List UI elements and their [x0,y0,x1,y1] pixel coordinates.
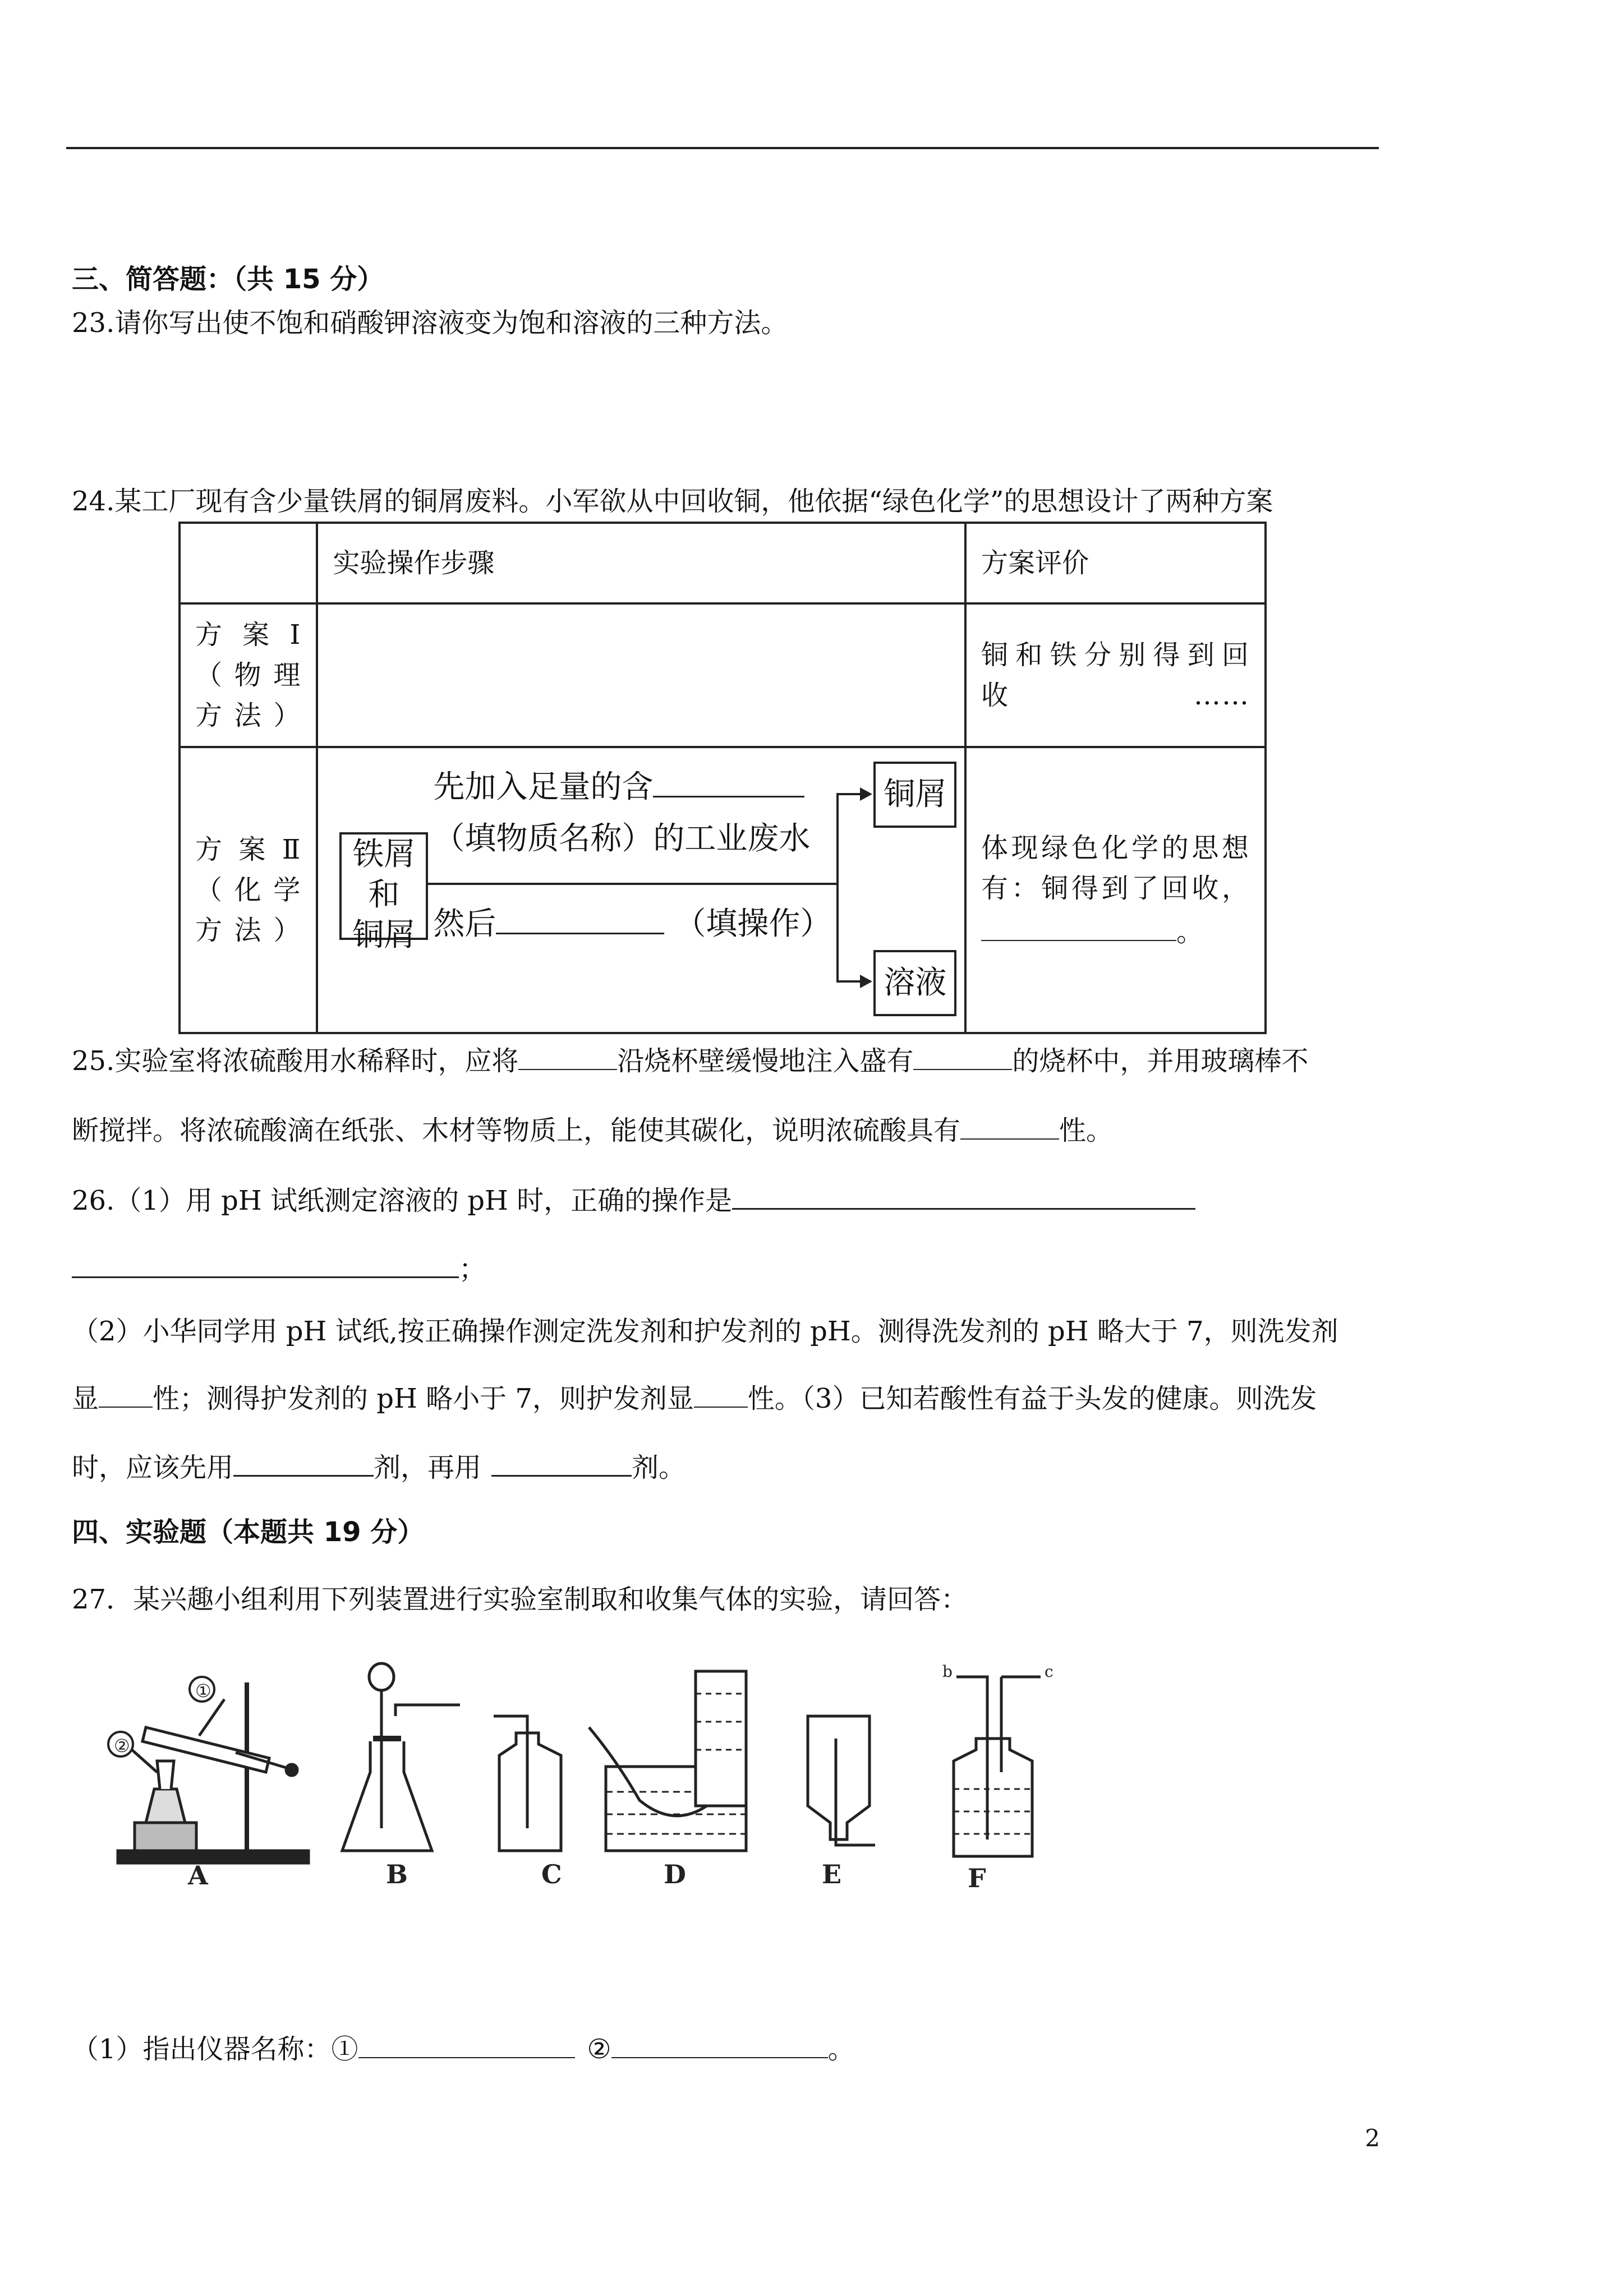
q26-text-5c: 剂。 [632,1452,686,1483]
q25-text-d: 断搅拌。将浓硫酸滴在纸张、木材等物质上，能使其碳化，说明浓硫酸具有 [72,1115,961,1146]
marker-1: ① [195,1680,211,1702]
apparatus-figure [67,1660,1133,1940]
apparatus-c [494,1716,561,1851]
marker-2: ② [114,1735,130,1756]
q25-text-c: 的烧杯中，并用玻璃棒不 [1012,1045,1309,1077]
q26-text-4c: 性。（3）已知若酸性有益于头发的健康。则洗发 [747,1383,1317,1414]
q25-text-e: 性。 [1059,1115,1114,1146]
flow-line-main [428,883,836,885]
q27-sub1-text-a: （1）指出仪器名称：① [72,2034,358,2065]
question-26-line4 [72,1382,1317,1416]
answer-blank-q25-1[interactable] [518,1044,617,1070]
q25-text-b: 沿烧杯壁缓慢地注入盛有 [617,1045,914,1077]
plan2-eval: 体现绿色化学的思想有：铜得到了回收， [981,832,1250,904]
question-27: 27．某兴趣小组利用下列装置进行实验室制取和收集气体的实验，请回答： [72,1584,968,1615]
port-b-label: b [942,1662,953,1681]
step2-line [433,904,831,944]
q26-text-1: 26.（1）用 pH 试纸测定溶液的 pH 时，正确的操作是 [72,1185,733,1216]
process-diagram [318,748,947,1001]
plan1-name: 方案Ⅰ（物理方法） [195,619,302,731]
q25-text-a: 25.实验室将浓硫酸用水稀释时，应将 [72,1045,519,1077]
input-label-2: 铜屑 [352,917,416,953]
label-a: A [188,1860,208,1891]
answer-blank-instrument-1[interactable] [358,2032,575,2058]
step1-prefix: 先加入足量的含 [433,769,654,805]
question-26-line2 [72,1252,486,1286]
label-e: E [822,1859,842,1889]
q26-text-5a: 时，应该先用 [72,1452,234,1483]
scheme-table [178,522,1267,1034]
apparatus-a [108,1677,309,1863]
answer-blank-instrument-2[interactable] [611,2032,828,2058]
output-box-solution: 溶液 [873,950,956,1016]
plan1-steps [317,603,965,747]
page-number: 2 [1365,2124,1380,2152]
q26-text-2: ； [459,1253,486,1285]
question-26-line3: （2）小华同学用 pH 试纸,按正确操作测定洗发剂和护发剂的 pH。测得洗发剂的 pH 略大于 7，则洗发剂 [72,1316,1338,1347]
q26-text-5b: 剂，再用 [374,1452,482,1483]
question-23: 23.请你写出使不饱和硝酸钾溶液变为饱和溶液的三种方法。 [72,307,788,339]
input-label-1: 铁屑和 [352,836,416,913]
label-f: F [968,1863,986,1893]
plan2-steps [317,747,965,1033]
arrowhead-top-icon [860,787,872,801]
step1-line2: （填物质名称）的工业废水 [433,820,811,857]
question-27-sub1 [72,2032,855,2066]
flow-line-branch [836,793,839,981]
answer-blank-q26-2[interactable] [72,1252,459,1278]
header-rule [66,147,1379,149]
answer-blank-q25-2[interactable] [913,1044,1012,1070]
q26-text-4a: 显 [72,1383,99,1414]
question-25-line1 [72,1044,1308,1078]
step2-prefix: 然后 [433,906,496,942]
answer-blank-q26-5[interactable] [233,1450,374,1477]
arrowhead-bottom-icon [860,975,872,988]
plan2-eval-end: 。 [1176,916,1203,948]
q27-sub1-end: 。 [827,2034,855,2065]
question-26-line1 [72,1183,1195,1218]
apparatus-b [342,1663,460,1851]
answer-blank-q25-3[interactable] [960,1114,1059,1140]
header-steps: 实验操作步骤 [317,523,965,603]
label-d: D [664,1859,686,1889]
plan1-eval: 铜和铁分别得到回收…… [981,639,1250,711]
q27-sub1-text-b: ② [587,2034,611,2065]
label-b: B [386,1859,408,1889]
output-box-copper: 铜屑 [873,762,956,828]
answer-blank-green-chem[interactable] [981,915,1176,941]
answer-blank-q26-3[interactable] [99,1382,153,1408]
section-title: 四、实验题（本题共 19 分） [72,1516,425,1548]
section-title: 三、简答题：（共 15 分） [72,264,384,295]
q26-text-4b: 性；测得护发剂的 pH 略小于 7，则护发剂显 [153,1383,694,1414]
answer-blank-substance[interactable] [653,771,804,797]
label-c: C [541,1859,562,1889]
step2-suffix: （填操作） [674,906,832,942]
question-24: 24.某工厂现有含少量铁屑的铜屑废料。小军欲从中回收铜，他依据“绿色化学”的思想设计了两种方案 [72,486,1273,517]
answer-blank-q26-4[interactable] [694,1382,748,1408]
header-eval: 方案评价 [965,523,1266,603]
answer-blank-q26-1[interactable] [732,1183,1195,1210]
apparatus-f [954,1677,1041,1856]
port-c-label: c [1045,1662,1053,1681]
table-cell-empty [180,523,317,603]
step1-line1 [433,767,804,808]
apparatus-d [589,1671,746,1851]
answer-blank-q26-6[interactable] [491,1450,632,1477]
plan2-name: 方案Ⅱ（化学方法） [195,834,302,946]
answer-blank-operation[interactable] [496,908,664,934]
question-25-line2 [72,1114,1113,1147]
input-box [339,832,428,953]
question-26-line5 [72,1450,686,1484]
apparatus-e [808,1716,875,1845]
